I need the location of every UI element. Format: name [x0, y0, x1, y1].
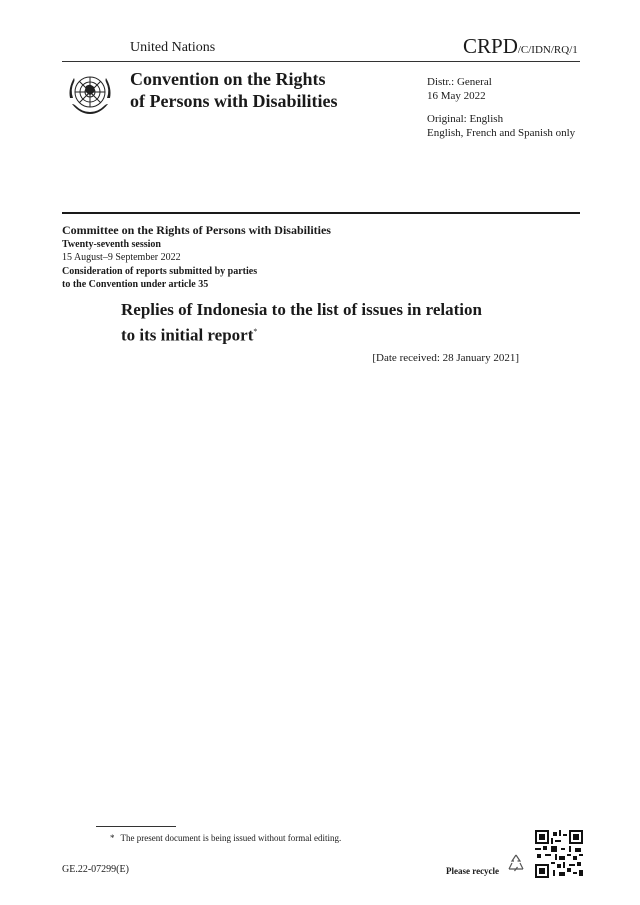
- agenda-item: Consideration of reports submitted by parties to the Convention under article 35: [62, 266, 258, 290]
- footnote: * The present document is being issued without formal editing.: [110, 833, 342, 843]
- section-rule: [62, 212, 580, 214]
- footnote-marker: *: [253, 327, 258, 336]
- date-received: [Date received: 28 January 2021]: [372, 352, 519, 364]
- organization-name: United Nations: [130, 40, 216, 55]
- symbol-suffix: /C/IDN/RQ/1: [517, 44, 578, 56]
- document-number: GE.22-07299(E): [62, 864, 129, 875]
- original-language: Original: English: [427, 113, 504, 125]
- convention-title: Convention on the Rights of Persons with Disabilities: [130, 69, 338, 111]
- recycle-icon: [505, 852, 527, 874]
- footnote-rule: [96, 826, 176, 827]
- qr-code-icon: [535, 830, 583, 878]
- recycle-label: Please recycle: [446, 866, 500, 876]
- document-symbol: [463, 34, 578, 59]
- distr-label: Distr.: General: [427, 76, 492, 88]
- session-name: Twenty-seventh session: [62, 239, 161, 250]
- un-emblem-icon: [64, 68, 116, 120]
- document-title: Replies of Indonesia to the list of issues in relation to its initial report*: [121, 300, 482, 345]
- distr-date: 16 May 2022: [427, 90, 486, 102]
- committee-name: Committee on the Rights of Persons with Disabilities: [62, 223, 331, 237]
- symbol-main: CRPD: [463, 34, 518, 58]
- language-block: [427, 112, 575, 140]
- languages: English, French and Spanish only: [427, 127, 576, 139]
- distribution-block: [427, 75, 492, 103]
- session-dates: 15 August–9 September 2022: [62, 252, 181, 263]
- header-rule: [62, 61, 580, 62]
